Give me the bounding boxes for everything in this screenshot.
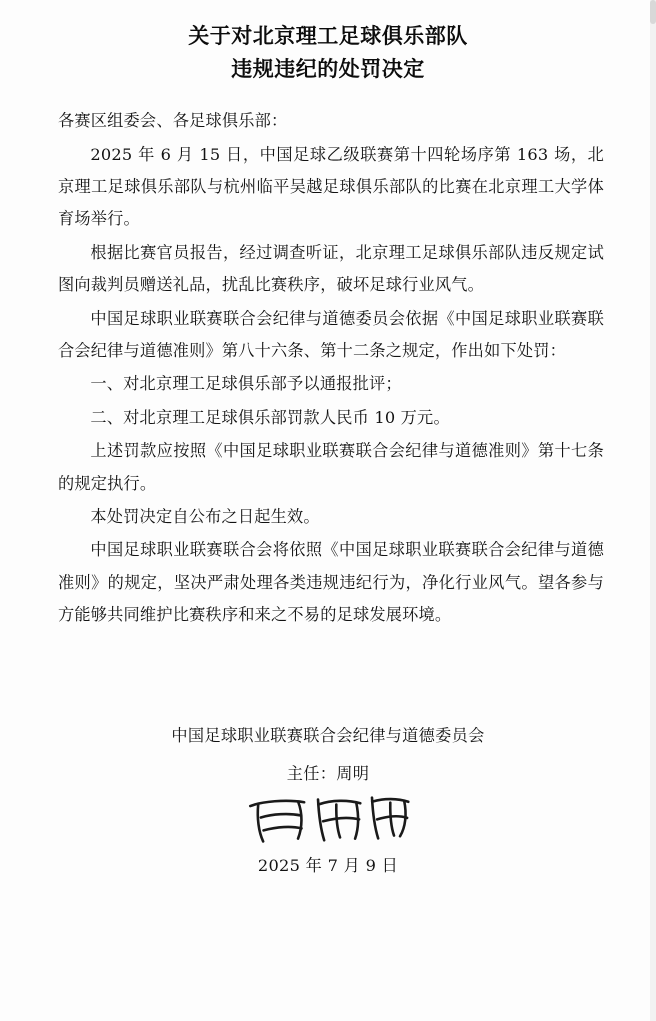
salutation: 各赛区组委会、各足球俱乐部：	[58, 111, 288, 131]
paragraph-5: 本处罚决定自公布之日起生效。	[90, 506, 320, 526]
paragraph-4: 上述罚款应按照《中国足球职业联赛联合会纪律与道德准则》第十七条的规定执行。	[58, 441, 604, 493]
signature-icon	[232, 783, 425, 853]
paragraph-1: 2025 年 6 月 15 日，中国足球乙级联赛第十四轮场序第 163 场，北京理工足球俱乐部队与杭州临平吴越足球俱乐部队的比赛在北京理工大学体育场举行。	[58, 144, 604, 229]
penalty-item-2: 二、对北京理工足球俱乐部罚款人民币 10 万元。	[90, 407, 450, 427]
page-title	[58, 20, 598, 85]
page-title-line-2: 违规违纪的处罚决定	[231, 55, 425, 81]
scrollbar-thumb[interactable]	[650, 0, 656, 24]
paragraph-3: 中国足球职业联赛联合会纪律与道德委员会依据《中国足球职业联赛联合会纪律与道德准则》第八十六条、第十二条之规定，作出如下处罚：	[58, 308, 604, 360]
issuing-organization: 中国足球职业联赛联合会纪律与道德委员会	[171, 725, 485, 745]
director-line: 主任：周明	[286, 764, 370, 783]
signature-block	[0, 720, 656, 877]
issue-date: 2025 年 7 月 9 日	[257, 856, 399, 876]
scrollbar-track[interactable]	[650, 0, 656, 1021]
page-title-line-1: 关于对北京理工足球俱乐部队	[188, 23, 468, 48]
penalty-item-1: 一、对北京理工足球俱乐部予以通报批评；	[90, 374, 402, 394]
handwritten-signature	[0, 786, 656, 848]
document-body	[58, 105, 604, 632]
paragraph-6: 中国足球职业联赛联合会将依照《中国足球职业联赛联合会纪律与道德准则》的规定，坚决严肃处理各类违规违纪行为，净化行业风气。望各参与方能够共同维护比赛秩序和来之不易的足球发展环境。	[58, 540, 604, 625]
paragraph-2: 根据比赛官员报告，经过调查听证，北京理工足球俱乐部队违反规定试图向裁判员赠送礼品，扰乱比赛秩序，破坏足球行业风气。	[58, 242, 604, 295]
